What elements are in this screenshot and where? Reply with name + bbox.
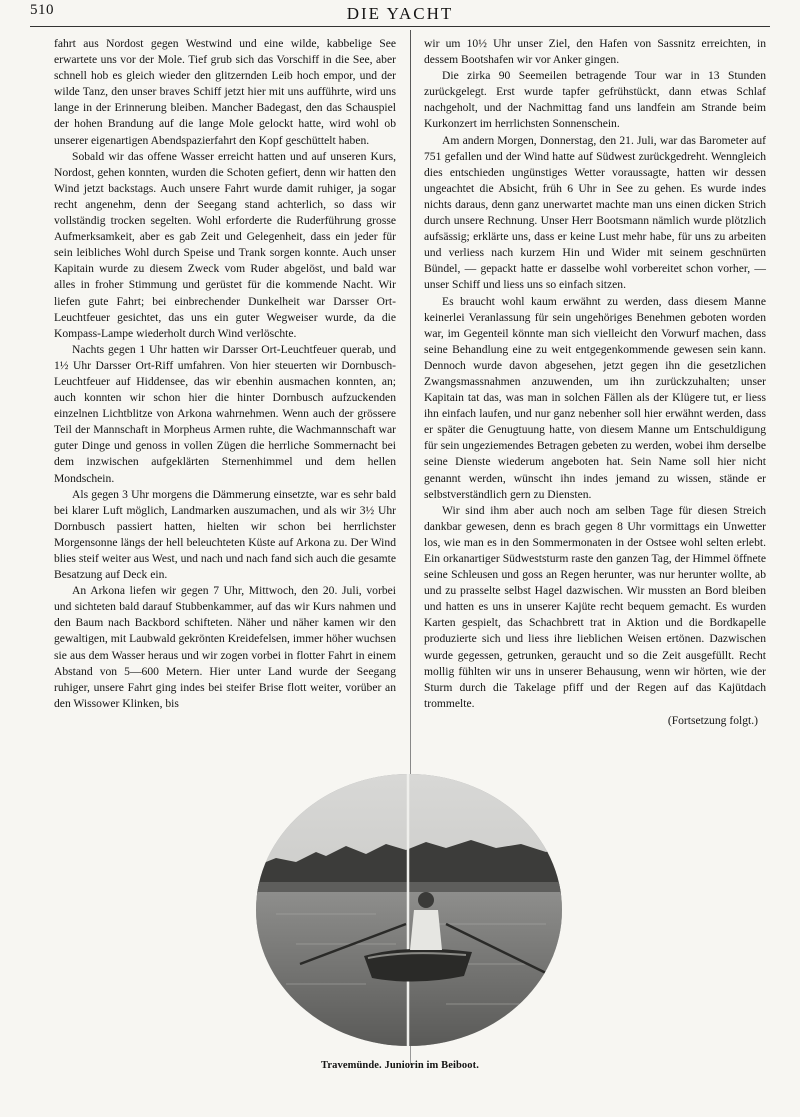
paragraph: Am andern Morgen, Donnerstag, den 21. Juli, war das Barometer auf 751 gefallen und der Wind hatte auf Südwest zurückgedreht. Wenngleich dies entschieden ungünstiges Wetter voraussagte, hatten wir dessen ungeachtet die Absicht, früh 6 Uhr in See zu gehen. Es wurde indes nichts daraus, denn ganz unerwartet machte man uns einen dicken Strich durch unsere Rechnung. Unser Herr Bootsmann nämlich wurde plötzlich aufsässig; erklärte uns, dass er keine Lust mehr habe, für uns zu arbeiten und verliess nach kurzem Hin und Wider mit seinem geschnürten Bündel, — gepackt hatte er dasselbe wohl vorbereitet schon vorher, — unser Schiff und liess uns so einfach sitzen.	[424, 133, 766, 292]
continued-note: (Fortsetzung folgt.)	[667, 713, 758, 727]
paragraph: Sobald wir das offene Wasser erreicht hatten und auf unseren Kurs, Nordost, gehen konnten, wurden die Schoten gefiert, denn wir hatten den Wind jetzt backstags. Auch unsere Fahrt wurde damit ruhiger, ja sogar recht angenehm, denn der Seegang stand achterlich, so dass wir vollständig trocken segelten. Wohl erforderte die Ruderführung grosse Aufmerksamkeit, aber es gab Zeit und Gelegenheit, dass ein jeder für sein leibliches Wohl durch Speise und Trank sorgen konnte. Auch unser Kapitain wurde zu diesem Zweck vom Ruder abgelöst, und bald war alles in froher Stimmung und gerüstet für die kommende Nacht. Wir liefen gute Fahrt; bei einbrechender Dunkelheit war Darsser Ort-Leuchtfeuer gesichtet, das uns ein guter Wegweiser wurde, da die Kompass-Lampe wiederholt durch Wind verlöschte.	[54, 149, 396, 340]
right-column	[424, 36, 766, 729]
page-number: 510	[30, 2, 54, 18]
photo-rowing-boat	[256, 774, 562, 1046]
paragraph: Nachts gegen 1 Uhr hatten wir Darsser Ort-Leuchtfeuer querab, und 1½ Uhr Darsser Ort-Riff umfahren. Von hier steuerten wir Dornbusch-Leuchtfeuer auf Hiddensee, das wir ebenhin ausmachen konnten, an; auch konnten wir schon hier die hinter Dornbusch aufzuckenden einzelnen Lichtblitze von Arkona wahrnehmen. Wenn auch der grössere Teil der Mannschaft in Morpheus Armen ruhte, die Wachmannschaft war guter Dinge und genoss in vollen Zügen die herrliche Sommernacht bei dem inzwischen aufgeklärten Sternenhimmel und dem hellen Mondschein.	[54, 342, 396, 485]
paragraph: wir um 10½ Uhr unser Ziel, den Hafen von Sassnitz erreichten, in dessem Bootshafen wir vor Anker gingen.	[424, 37, 766, 67]
paragraph: An Arkona liefen wir gegen 7 Uhr, Mittwoch, den 20. Juli, vorbei und sichteten bald darauf Stubbenkammer, auf das wir Kurs nahmen und den Baum nach Backbord schifteten. Näher und näher kamen wir den gewaltigen, mit Laubwald gekrönten Kreidefelsen, immer höher wuchsen sie aus dem Wasser heraus und wir zogen vorbei in flotter Fahrt in einem Abstand von 5—600 Metern. Hier unter Land wurde der Seegang ruhiger, unsere Fahrt ging indes bei steifer Brise flott weiter, vorüber an den Wissower Klinken, bis	[54, 584, 396, 710]
paragraph: fahrt aus Nordost gegen Westwind und eine wilde, kabbelige See erwartete uns vor der Mole. Tief grub sich das Vorschiff in die See, aber schnell hob es gleich wieder den glitzernden Leib hoch empor, und der wilde Tanz, den unser braves Schiff jetzt hier mit uns aufführte, wird uns lange in der Erinnerung bleiben. Mancher Badegast, den das Schauspiel der hohen Brandung auf die lange Mole gelockt hatte, wird wohl ob unserer eigenartigen Abendspazierfahrt den Kopf geschüttelt haben.	[54, 37, 396, 147]
paragraph: Als gegen 3 Uhr morgens die Dämmerung einsetzte, war es sehr bald bei klarer Luft möglich, Landmarken auszumachen, und als wir 3½ Uhr Dornbusch passiert hatten, hielten wir schon bei herrlichster Morgensonne längs der hell beleuchteten Küste auf Arkona zu. Der Wind blies steif weiter aus West, und nach und nach fand sich auch die gesamte Besatzung auf Deck ein.	[54, 487, 396, 582]
running-title: DIE YACHT	[346, 4, 454, 23]
left-column	[54, 36, 396, 712]
header-rule	[30, 26, 770, 27]
figure-caption: Travemünde. Juniorin im Beiboot.	[321, 1060, 479, 1071]
paragraph: Es braucht wohl kaum erwähnt zu werden, dass diesem Manne keinerlei Veranlassung für sein ungehöriges Benehmen geboten worden war, im Gegenteil könnte man sich vielleicht den Vorwurf machen, dass seine Behandlung eine zu weit entgegenkommende gewesen sein kann. Dennoch wurde davon abgesehen, jetzt gegen ihn die gesetzlichen Zwangsmassnahmen anzuwenden, um ihn zurückzuhalten; unser Kapitain tat das, was man in solchen Fällen als der Klügere tut, er liess ihn einfach laufen, und nur ganz nebenher soll hier erwähnt werden, dass er später die Genugtuung hatte, von diesem Manne um Entschuldigung für sein ungeziemendes Betragen gebeten zu werden, wobei ihm derselbe seine Dienste wiederum angeboten hat. Sein Name soll hier nicht genannt werden, wünscht ihn indes jemand zu wissen, stände er selbstverständlich gern zu Diensten.	[424, 294, 766, 501]
paragraph: Die zirka 90 Seemeilen betragende Tour war in 13 Stunden zurückgelegt. Erst wurde tapfer gefrühstückt, dann etwas Schlaf nachgeholt, und der Nachmittag fand uns landfein am Strande beim Kurkonzert im herrlichsten Sonnenschein.	[424, 69, 766, 131]
paragraph: Wir sind ihm aber auch noch am selben Tage für diesen Streich dankbar gewesen, denn es brach gegen 8 Uhr vormittags ein Unwetter los, wie man es in den Sommermonaten in der Ostsee wohl selten erlebt. Ein orkanartiger Südweststurm raste den ganzen Tag, der Himmel öffnete seine Schleusen und goss an Regen herunter, was nur herunter wollte, ab und zu prasselte selbst Hagel dazwischen. Wir mussten an Bord bleiben und hatten es uns in unserer Kajüte recht bequem gemacht. Es wurden Karten gespielt, das Schachbrett trat in Aktion und die Bordkapelle produzierte sich und liess ihre lieblichen Weisen ertönen. Dazwischen wurde gegessen, getrunken, geraucht und so die Zeit ausgefüllt. Recht mollig fühlten wir uns in unserer Behausung, wenn wir hörten, wie der Sturm durch die Takelage pfiff und der Regen auf das Kajütdach trommelte.	[424, 503, 766, 710]
